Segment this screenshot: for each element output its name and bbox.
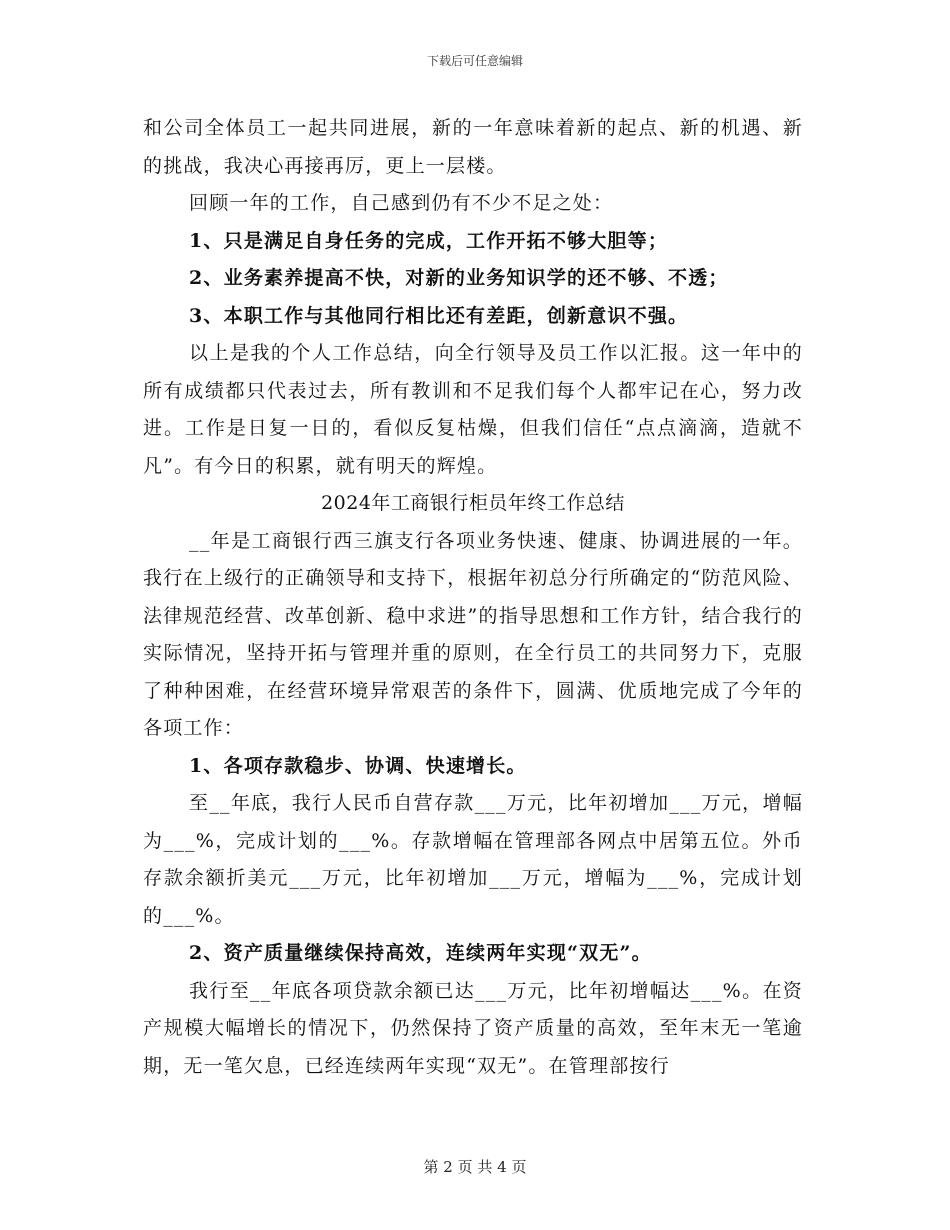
- section-title: 2024年工商银行柜员年终工作总结: [321, 492, 625, 514]
- shortcoming-item-1: 1、只是满足自身任务的完成，工作开拓不够大胆等；: [189, 229, 669, 252]
- paragraph-summary: 以上是我的个人工作总结，向全行领导及员工作以汇报。这一年中的所有成绩都只代表过去，所有教训和不足我们每个人都牢记在心，努力改进。工作是日复一日的，看似反复枯燥，但我们信任“点点滴滴，造就不凡”。有今日的积累，就有明天的辉煌。: [143, 342, 803, 477]
- paragraph-continuation: 和公司全体员工一起共同进展，新的一年意味着新的起点、新的机遇、新的挑战，我决心再接再厉，更上一层楼。: [143, 117, 803, 177]
- paragraph-intro: __年是工商银行西三旗支行各项业务快速、健康、协调进展的一年。我行在上级行的正确领导和支持下，根据年初总分行所确定的“防范风险、法律规范经营、改革创新、稳中求进”的指导思想和工作方针，结合我行的实际情况，坚持开拓与管理并重的原则，在全行员工的共同努力下，克服了种种困难，在经营环境异常艰苦的条件下，圆满、优质地完成了今年的各项工作：: [143, 529, 803, 739]
- shortcoming-item-2: 2、业务素养提高不快，对新的业务知识学的还不够、不透；: [189, 267, 729, 289]
- heading-asset-quality: 2、资产质量继续保持高效，连续两年实现“双无”。: [189, 942, 652, 964]
- paragraph-asset-quality: 我行至__年底各项贷款余额已达___万元，比年初增幅达___%。在资产规模大幅增长的情况下，仍然保持了资产质量的高效，至年末无一笔逾期，无一笔欠息，已经连续两年实现“双无”。在管理部按行: [143, 979, 803, 1077]
- paragraph-review-intro: 回顾一年的工作，自己感到仍有不少不足之处：: [189, 192, 614, 214]
- heading-deposits: 1、各项存款稳步、协调、快速增长。: [189, 754, 527, 777]
- document-body: [143, 110, 803, 1085]
- page-footer: 第 2 页 共 4 页: [423, 1158, 527, 1176]
- shortcoming-item-3: 3、本职工作与其他同行相比还有差距，创新意识不强。: [189, 304, 689, 327]
- page-header: 下载后可任意编辑: [426, 54, 523, 68]
- paragraph-deposits: 至__年底，我行人民币自营存款___万元，比年初增加___万元，增幅为___%，完成计划的___%。存款增幅在管理部各网点中居第五位。外币存款余额折美元___万元，比年初增加___万元，增幅为___%，完成计划的___%。: [143, 792, 803, 927]
